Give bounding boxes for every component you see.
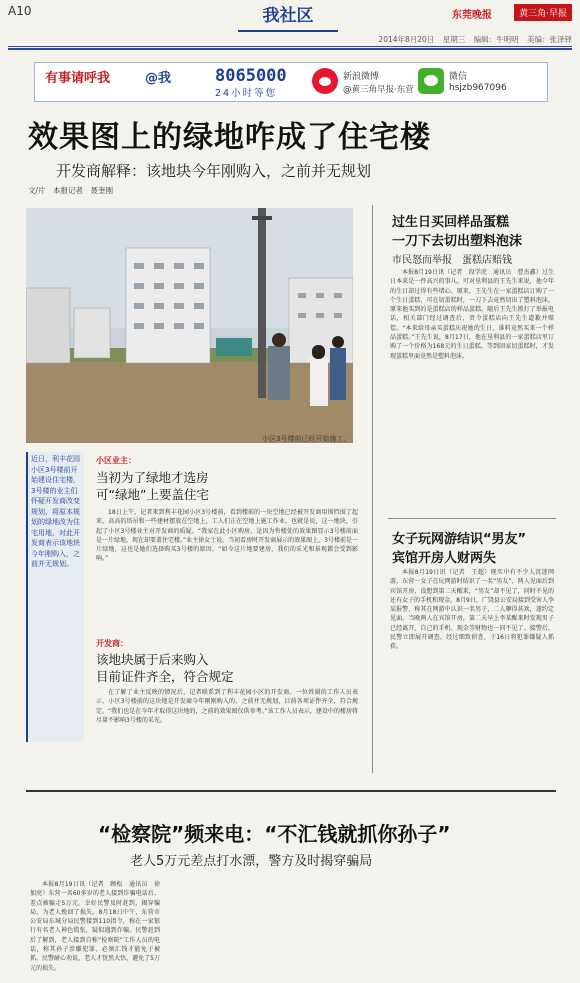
issue-date: 2014年8月20日 (378, 35, 435, 44)
main-byline: 文/片 本报记者 聂奎刚 (28, 186, 114, 195)
main-subheadline: 开发商解释：该地块今年刚购入，之前并无规划 (56, 162, 372, 180)
cake-body (390, 268, 554, 512)
wechat-id: hsjzb967096 (449, 83, 507, 93)
lead-summary: 近日，利丰花园小区3号楼前开始建设住宅楼，3号楼的业主们怀疑开发商改变规划，将原本规划的绿地改为住宅用地，对此开发商表示该地块今年刚购入，之前并无规划。 (26, 452, 84, 742)
developer-subhead-line1: 该地块属于后来购入 (96, 652, 209, 667)
developer-body-text: 在了解了业主反映的情况后，记者联系到了利丰花园小区的开发商。一位姓谢的工作人员表示，小区3号楼前的这块地是开发商今年刚刚购入的，之前并无规划，目前各项证件齐全，符合规定。“我们也是在今年才取得这块地的，之前的效果图仅供参考。”该工作人员表示，建设中的楼房将尽量不影响3号楼的采光。 (96, 689, 358, 724)
construction-photo-drawing (26, 208, 353, 443)
hotline-note: 24小时等您 (215, 88, 278, 99)
header-rule (8, 46, 572, 47)
residents-subhead-line2: 可“绿地”上要盖住宅 (96, 487, 209, 502)
header-meta (8, 34, 572, 46)
main-headline: 效果图上的绿地咋成了住宅楼 (28, 120, 431, 155)
game-headline-line2: 宾馆开房人财两失 (392, 551, 497, 566)
right-col-divider (388, 518, 556, 519)
bottom-body-col2 (168, 880, 298, 976)
residents-body (96, 508, 358, 632)
cake-headline-line1: 过生日买回样品蛋糕 (392, 215, 510, 230)
weibo-label: 新浪微博 (343, 72, 380, 82)
ad-slogan-at: @我 (145, 71, 172, 86)
bottom-headline: “检察院”频来电：“不汇钱就抓你孙子” (98, 822, 451, 846)
paper-name: 东莞晚报 (452, 10, 492, 21)
page-number: A10 (8, 4, 32, 18)
bottom-body-col4 (438, 880, 556, 976)
page-header (8, 4, 572, 46)
developer-subhead-line2: 目前证件齐全，符合规定 (96, 669, 234, 684)
game-body (390, 568, 554, 768)
residents-body-text: 18日上午，记者来到利丰花园小区3号楼前，看到楼前的一块空地已经被开发商用围挡围了起来，高高的塔吊和一些建材摆放在空地上，工人们正在空地上施工作业。也就是说，这一地块，引起了小区3号楼业主对开发商的质疑。“我家在此小区购房，是因为售楼处的效果图显示3号楼前面是一片绿地，现在却要盖住宅楼。”业主徐女士说，当初看房时开发商展示的效果图上，3号楼前是一片绿地，这也是她们选择购买3号楼的原因。“如今这片地要建房，我们的采光和景观都会受到影响。” (96, 509, 358, 563)
section-title: 我社区 (238, 4, 338, 32)
ad-slogan: 有事请呼我 (45, 71, 111, 86)
residents-subhead-line1: 当初为了绿地才选房 (96, 470, 209, 485)
edition-badge: 黄三角·早报 (514, 4, 572, 21)
bottom-subheadline: 老人5万元差点打水漂，警方及时揭穿骗局 (130, 854, 373, 869)
cake-headline-line2: 一刀下去切出塑料泡沫 (392, 234, 523, 249)
wechat-label: 微信 (449, 72, 468, 82)
residents-tag: 小区业主： (96, 456, 136, 465)
cake-subheadline: 市民怒而举报 蛋糕店赔钱 (392, 255, 512, 266)
game-headline-line1: 女子玩网游结识“男友” (392, 532, 527, 547)
hotline-banner (34, 62, 548, 102)
hotline-number: 8065000 (215, 66, 287, 86)
wechat-icon (418, 68, 444, 94)
header-rule-thick (8, 48, 572, 50)
developer-body (96, 688, 358, 760)
cake-body-text: 本报8月19日讯（记者 段学虎 通讯员 曹杰鑫）过生日本来是一件高兴的事儿，可对垦利县的王先生来说，他今年的生日却过得有些堵心。原来，王先生在一家蛋糕店订购了一个生日蛋糕，可在切蛋糕时，一刀下去竟然切出了塑料泡沫，原来他买到的是蛋糕店的样品蛋糕。随后王先生拨打了举报电话，相关部门经过调查后，责令蛋糕店向王先生道歉并赔偿。“本来给母亲买蛋糕庆祝她的生日，谁料竟然买来一个样品蛋糕。”王先生说，8月17日，他在垦利县的一家蛋糕店里订购了一个价格为168元的生日蛋糕，等到回家切蛋糕时，才发现蛋糕里面竟然是塑料泡沫。 (390, 269, 554, 360)
photo-caption: 小区3号楼前已经开始施工。 (262, 435, 351, 443)
game-body-text: 本报8月19日讯（记者 王超）现实中有不少人沉迷网游，东营一女子在玩网游时结识了一名“男友”，两人见面后到宾馆开房，没想到第二天醒来，“男友”却不见了，同时不见的还有女子的手机和现金。8月9日，广饶县公安局接到受害人李某报警，称其在网游中认识一名男子，二人聊得甚欢，遂约定见面。当晚两人在宾馆开房，第二天早上李某醒来时发现男子已经离开，自己的手机、现金等财物也一同不见了。接警后，民警立即展开调查，经过细致侦查，于16日将犯罪嫌疑人抓获。 (390, 569, 554, 651)
weibo-icon (312, 68, 338, 94)
weibo-handle: @黄三角早报·东营 (343, 85, 414, 95)
bottom-body-col3 (306, 880, 430, 976)
bottom-divider (26, 790, 556, 792)
paper-logo (452, 4, 572, 22)
column-divider (372, 205, 373, 773)
bottom-body-text: 本报8月19日讯（记者 顾松 通讯员 徐加亮）东营一名60多岁的老人接到诈骗电话后，差点被骗走5万元。幸好民警及时赶到，揭穿骗局，为老人挽回了损失。8月18日中午，东营市公安局东城分局民警接到110指令，称在一家银行有名老人神色慌张，疑似遇到诈骗。民警赶到后了解到，老人接到自称“检察院”工作人员的电话，称其孙子涉嫌犯罪，必须汇钱才能免于被抓。民警耐心劝说，老人才恍然大悟，避免了5万元的损失。 (30, 881, 160, 972)
construction-photo (26, 208, 353, 443)
editor-credit: 编辑：牛明明 (473, 35, 519, 44)
issue-weekday: 星期三 (442, 35, 466, 44)
designer-credit: 美编：张泽铎 (527, 35, 572, 44)
bottom-body-col1 (30, 880, 160, 976)
developer-tag: 开发商： (96, 639, 128, 648)
